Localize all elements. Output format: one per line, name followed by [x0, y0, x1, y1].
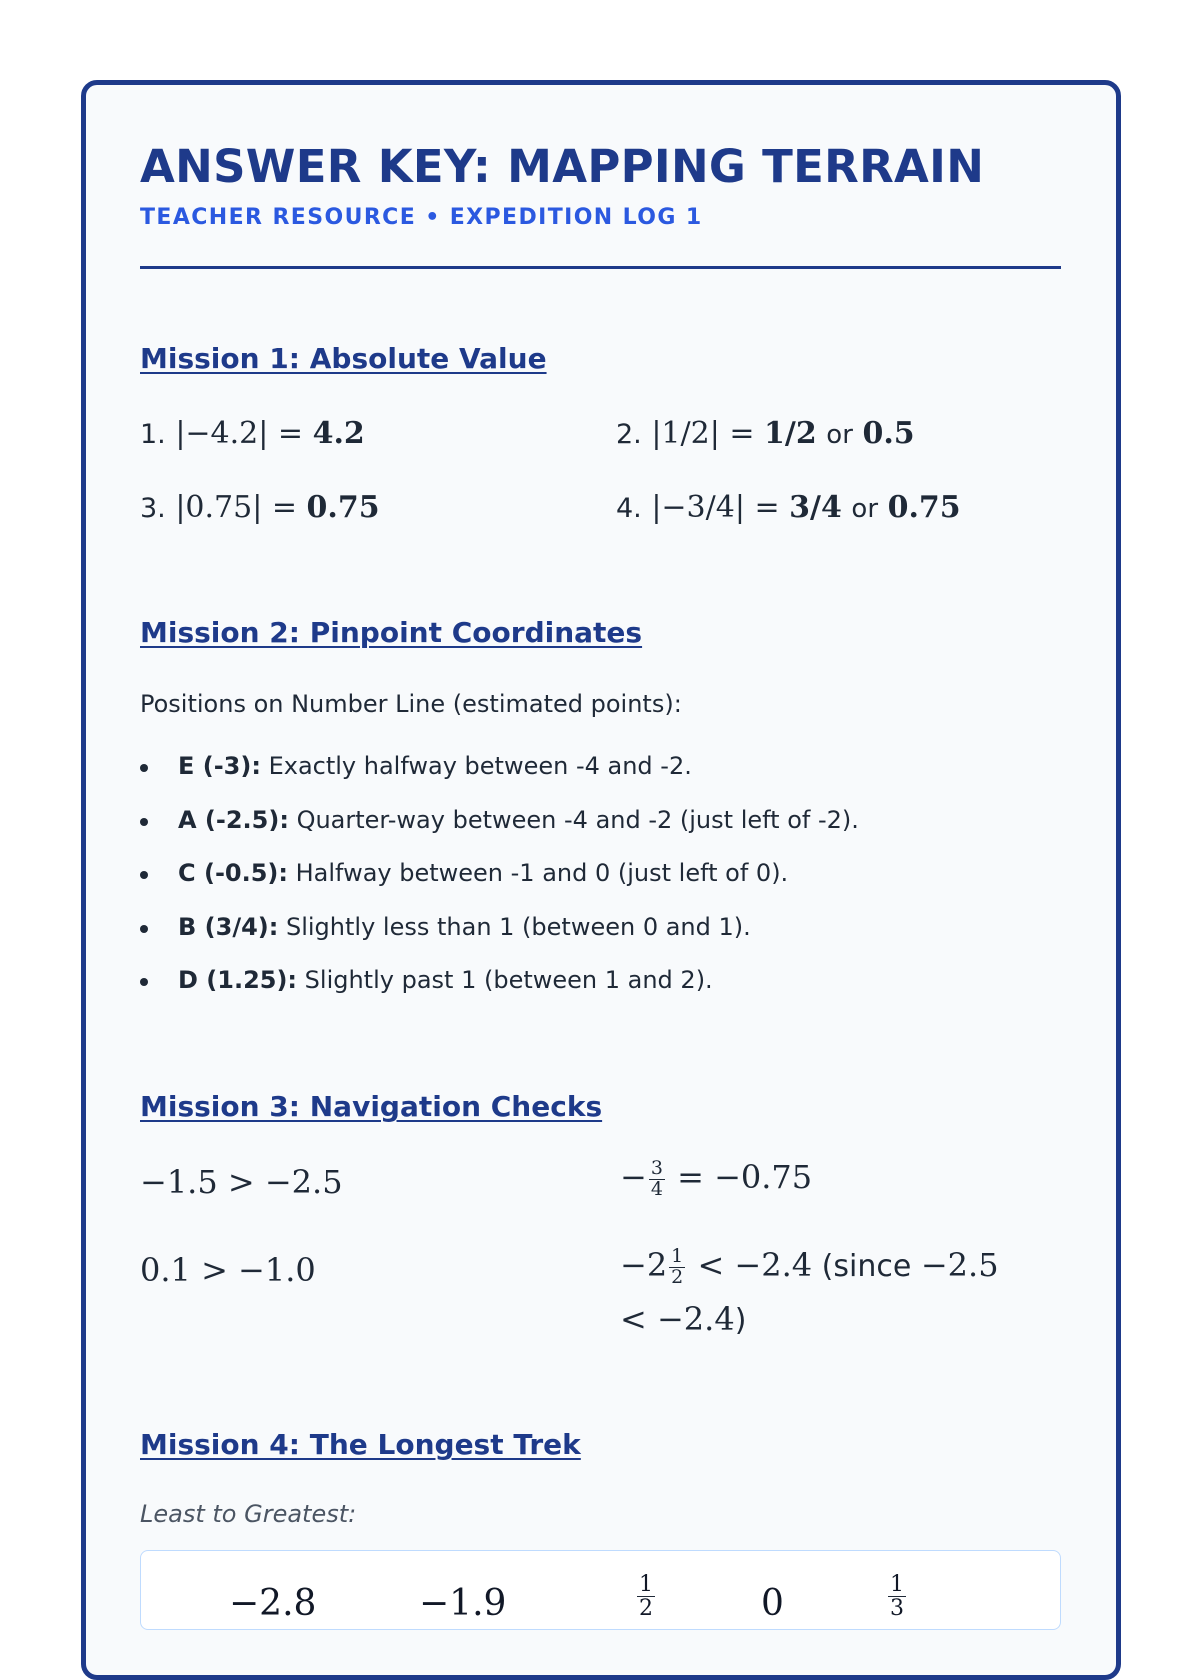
comparison-4-continued: [620, 1300, 746, 1338]
fraction: [669, 1247, 685, 1288]
item-answer: 0.75: [306, 490, 380, 525]
list-item: [140, 966, 859, 1020]
fraction-numerator: 1: [671, 1245, 684, 1268]
ordered-value: 0: [761, 1583, 784, 1624]
fraction: [649, 1159, 665, 1200]
fraction-denominator: 4: [650, 1178, 663, 1200]
point-description: Quarter-way between -4 and -2 (just left of -2).: [288, 805, 859, 834]
page-subtitle: TEACHER RESOURCE • EXPEDITION LOG 1: [140, 205, 703, 230]
ordered-answer-box: [140, 1550, 1061, 1630]
since-expression: −2.5: [920, 1246, 999, 1284]
point-label: E (-3):: [178, 752, 261, 780]
item-number: 4.: [616, 493, 642, 524]
mission-4-title: Mission 4: The Longest Trek: [140, 1428, 581, 1461]
item-or: or: [826, 420, 853, 450]
close-paren: ): [734, 1303, 747, 1338]
item-answer: 4.2: [312, 416, 365, 451]
fraction-numerator: 1: [890, 1572, 904, 1597]
point-label: C (-0.5):: [178, 859, 288, 887]
list-item: [140, 913, 859, 967]
point-label: A (-2.5):: [178, 805, 289, 834]
item-alt-answer: 0.75: [887, 490, 961, 525]
item-number: 2.: [616, 419, 642, 450]
item-answer: 1/2: [764, 416, 817, 451]
point-list: [140, 752, 859, 1020]
order-label: Least to Greatest:: [140, 1500, 357, 1528]
mission-1-item: [616, 490, 961, 525]
negative-sign: −: [620, 1158, 647, 1196]
bullet-icon: [140, 871, 148, 879]
point-description: Slightly past 1 (between 1 and 2).: [297, 966, 713, 994]
item-answer: 3/4: [789, 490, 842, 525]
mission-3-title: Mission 3: Navigation Checks: [140, 1090, 603, 1123]
list-item: [140, 806, 859, 860]
list-item: [140, 752, 859, 806]
point-label: D (1.25):: [178, 966, 298, 994]
mission-1-item: [140, 416, 365, 451]
item-expression: |0.75| =: [175, 490, 307, 525]
ordered-value: [635, 1573, 657, 1620]
item-or: or: [851, 494, 879, 524]
comparison-rest: < −2.4: [687, 1246, 813, 1284]
fraction-denominator: 2: [639, 1596, 653, 1622]
ordered-value: −2.8: [229, 1583, 317, 1624]
since-label: (since: [812, 1249, 921, 1284]
item-expression: |1/2| =: [651, 416, 765, 451]
fraction-numerator: 1: [639, 1572, 653, 1597]
item-number: 3.: [140, 493, 166, 524]
comparison-2: [620, 1158, 812, 1200]
mission-1-item: [140, 490, 380, 525]
comparison-1: −1.5 > −2.5: [140, 1163, 343, 1201]
list-item: [140, 859, 859, 913]
mission-1-title: Mission 1: Absolute Value: [140, 342, 547, 375]
mission-2-title: Mission 2: Pinpoint Coordinates: [140, 616, 643, 649]
bullet-icon: [140, 818, 148, 826]
header-divider: [140, 266, 1061, 269]
mission-1-item: [616, 416, 915, 451]
bullet-icon: [140, 978, 148, 986]
fraction: [888, 1573, 906, 1620]
point-description: Slightly less than 1 (between 0 and 1).: [278, 912, 751, 941]
mission-2-intro: Positions on Number Line (estimated points):: [140, 690, 682, 718]
fraction-denominator: 3: [890, 1596, 904, 1622]
item-expression: |−4.2| =: [175, 416, 313, 451]
comparison-3: 0.1 > −1.0: [140, 1251, 316, 1289]
comparison-rest: = −0.75: [666, 1158, 813, 1196]
fraction: [637, 1573, 655, 1620]
point-description: Halfway between -1 and 0 (just left of 0).: [287, 859, 789, 887]
point-description: Exactly halfway between -4 and -2.: [260, 752, 692, 780]
item-alt-answer: 0.5: [862, 416, 915, 451]
fraction-denominator: 2: [671, 1266, 684, 1288]
since-expression-cont: < −2.4: [620, 1300, 735, 1338]
whole-part: −2: [620, 1246, 668, 1284]
ordered-value: [886, 1573, 908, 1620]
item-expression: |−3/4| =: [651, 490, 790, 525]
ordered-value: −1.9: [419, 1583, 507, 1624]
fraction-numerator: 3: [650, 1157, 663, 1180]
bullet-icon: [140, 925, 148, 933]
page-title: ANSWER KEY: MAPPING TERRAIN: [140, 140, 985, 193]
item-number: 1.: [140, 419, 166, 450]
comparison-4: [620, 1246, 999, 1288]
bullet-icon: [140, 764, 148, 772]
point-label: B (3/4):: [178, 912, 279, 941]
